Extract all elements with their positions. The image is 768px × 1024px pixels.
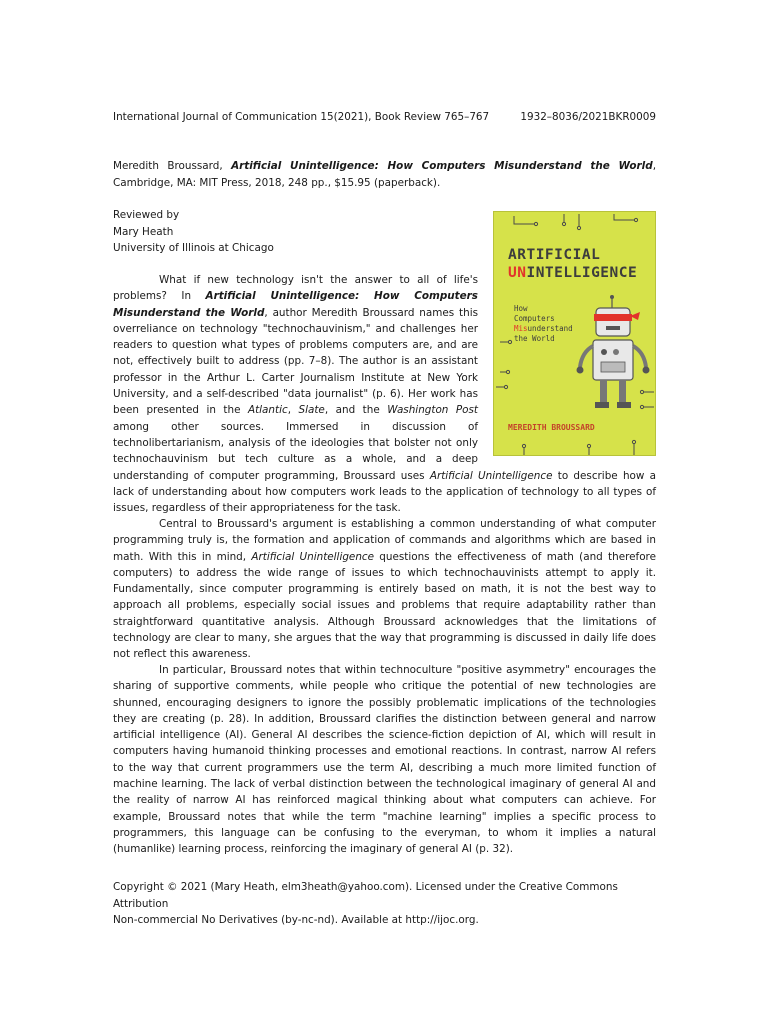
cover-title-red-prefix: UN <box>508 265 527 281</box>
p2-run-2: questions the effectiveness of math (and therefore computers) to address the wide range of issues to which technochauvinists attempt to apply it. Fundamentally, since computer programming is entirely based on math, it is not the best way to approach all problems, especially social issues and problems that require adaptability rather than straightforward quantitative analysis. Although Broussard acknowledges that the limitations of technology are clear to many, she argues that the way that programming is discussed in daily life does not reflect this awareness. <box>113 550 656 661</box>
cover-subtitle-line-1: How <box>514 304 528 313</box>
cover-title-line-2 <box>508 264 648 282</box>
book-citation <box>113 158 656 191</box>
cover-subtitle <box>514 304 594 344</box>
p1-atlantic: Atlantic <box>247 404 288 417</box>
book-cover-image <box>493 211 656 456</box>
cover-subtitle-line-3 <box>514 324 594 334</box>
p2-book-title-italic: Artificial Unintelligence <box>251 550 375 563</box>
p1-book-title-italic: Artificial Unintelligence <box>429 469 553 482</box>
p1-washington-post: Washington Post <box>387 404 479 417</box>
cover-subtitle-rest: understand <box>527 324 573 333</box>
p1-run-2: , author Meredith Broussard names this overreliance on technology "technochauvinism," and challenges her readers to question what types of problems computers are, and are not, effectively built to address (pp. 7–8). The author is an assistant professor in the Arthur L. Carter Journalism Institute at New York University, and a self-described "data journalist" (p. 6). Her work has been presented in the <box>113 306 478 417</box>
citation-separator: , <box>652 160 656 172</box>
book-publisher: Cambridge, MA: MIT Press, 2018, 248 pp., $15.95 (paperback). <box>113 176 441 189</box>
cover-title-rest: INTELLIGENCE <box>526 265 638 281</box>
cover-title-line-1: ARTIFICIAL <box>508 247 601 263</box>
copyright-line-2: Non-commercial No Derivatives (by-nc-nd). Available at http://ijoc.org. <box>113 914 479 926</box>
p1-run-3: among other sources. Immersed in discussion of technolibertarianism, analysis of the ideologies that bolster not only technochauvinism but tech culture as a whole, and a deep understanding of computer programming, Broussard uses <box>113 420 478 482</box>
p1-comma: , <box>287 404 299 417</box>
copyright-line-1: Copyright © 2021 (Mary Heath, elm3heath@yahoo.com). Licensed under the Creative Commons Attribution <box>113 881 618 910</box>
journal-citation: International Journal of Communication 15(2021), Book Review 765–767 <box>113 111 490 123</box>
paragraph-2 <box>113 516 656 663</box>
cover-title <box>508 246 648 282</box>
p3-text: In particular, Broussard notes that within technoculture "positive asymmetry" encourages the sharing of supportive comments, while people who critique the potential of new technologies are shunned, encouraging designers to ignore the possibly problematic implications of the technologies they are creating (p. 28). In addition, Broussard clarifies the distinction between general and narrow artificial intelligence (AI). General AI describes the science-fiction depiction of AI, which will result in computers having humanoid thinking processes and emotional reactions. In contrast, narrow AI refers to the way that current programmers use the term AI, describing a much more limited function of machine learning. The lack of verbal distinction between the technological imaginary of general AI and the reality of narrow AI has reinforced magical thinking about what computers can achieve. For example, Broussard notes that while the term "machine learning" implies a specific process to programmers, this language can be confusing to the everyman, to whom it implies a natural (humanlike) learning process, reinforcing the imaginary of general AI (p. 32). <box>113 664 656 856</box>
issn-code: 1932–8036/2021BKR0009 <box>520 111 656 123</box>
p1-book-title: Artificial Unintelligence: How Computers Misunderstand the World <box>113 290 478 319</box>
book-author: Meredith Broussard, <box>113 160 232 172</box>
cover-subtitle-line-2: Computers <box>514 314 555 323</box>
reviewer-name: Mary Heath <box>113 225 174 238</box>
book-title: Artificial Unintelligence: How Computers Misunderstand the World <box>231 160 653 172</box>
cover-author: MEREDITH BROUSSARD <box>508 423 595 432</box>
p1-run-4: to describe how a lack of understanding about how computers work leads to the application of technology to all types of issues, regardless of their appropriateness for the task. <box>113 469 657 515</box>
p1-run-1: What if new technology isn't the answer to all of life's problems? In <box>113 274 478 303</box>
copyright-notice <box>113 879 656 929</box>
reviewer-affiliation: University of Illinois at Chicago <box>113 242 274 254</box>
running-header <box>113 111 656 124</box>
p1-and-the: , and the <box>324 404 388 417</box>
cover-subtitle-red-prefix: Mis <box>514 324 528 333</box>
paragraph-3 <box>113 662 656 858</box>
cover-subtitle-line-4: the World <box>514 334 555 343</box>
reviewed-by-label: Reviewed by <box>113 209 180 221</box>
reviewer-block <box>113 207 413 257</box>
p2-run-1: Central to Broussard's argument is establishing a common understanding of what computer programming truly is, the formation and application of commands and algorithms which are based in math. With this in mind, <box>113 518 656 563</box>
p1-slate: Slate <box>298 404 325 417</box>
